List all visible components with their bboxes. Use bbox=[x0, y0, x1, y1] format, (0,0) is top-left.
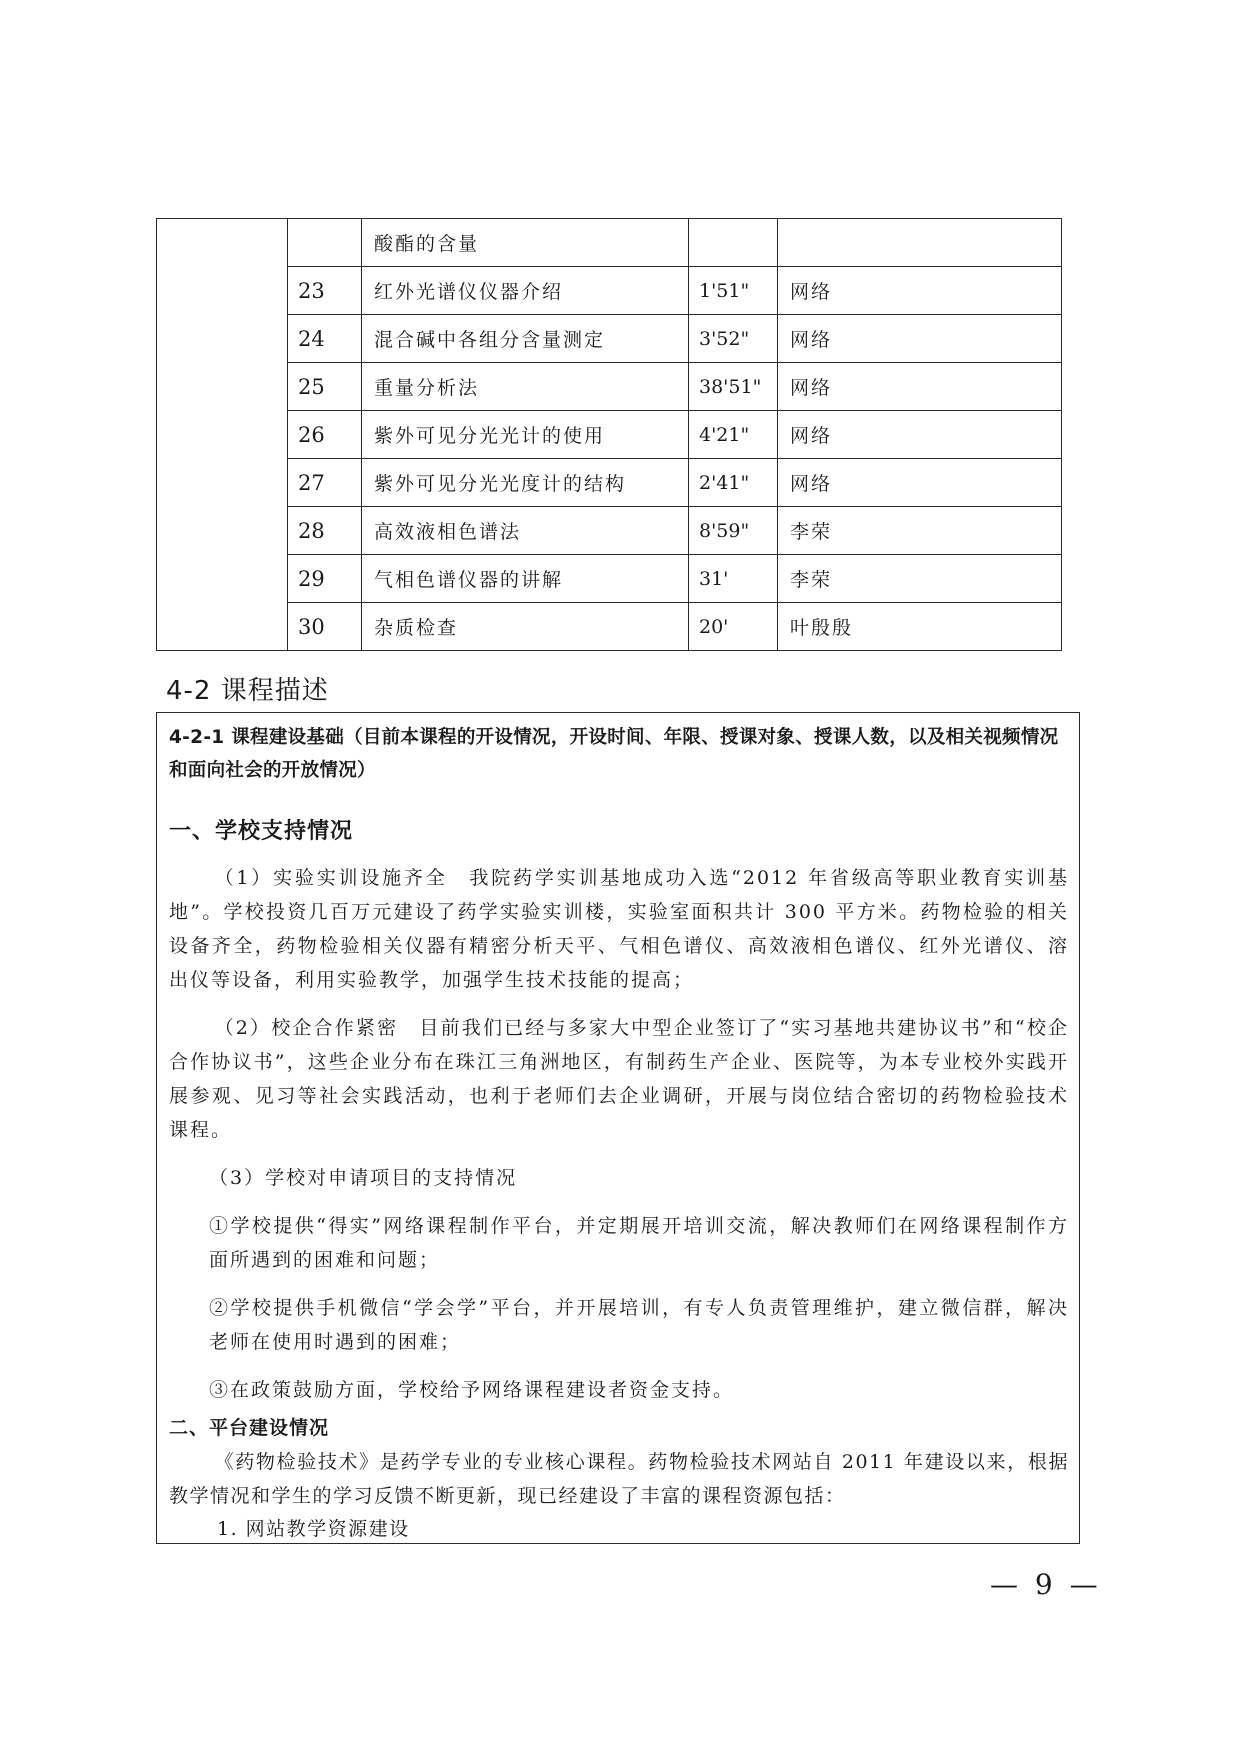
video-source: 网络 bbox=[778, 411, 1062, 459]
video-source: 李荣 bbox=[778, 507, 1062, 555]
table-row bbox=[157, 507, 1062, 555]
video-title: 杂质检查 bbox=[362, 603, 689, 651]
category-cell bbox=[157, 219, 288, 651]
video-source bbox=[778, 219, 1062, 267]
video-source: 网络 bbox=[778, 315, 1062, 363]
row-number: 23 bbox=[288, 267, 362, 315]
table-row bbox=[157, 459, 1062, 507]
table-row bbox=[157, 555, 1062, 603]
row-number: 27 bbox=[288, 459, 362, 507]
video-duration: 3'52" bbox=[689, 315, 778, 363]
course-description-box bbox=[156, 712, 1080, 1544]
video-resource-table bbox=[156, 218, 1062, 651]
platform-list-item: 1. 网站教学资源建设 bbox=[217, 1518, 410, 1540]
row-number bbox=[288, 219, 362, 267]
table-row bbox=[157, 603, 1062, 651]
table-row bbox=[157, 315, 1062, 363]
row-number: 25 bbox=[288, 363, 362, 411]
video-title: 混合碱中各组分含量测定 bbox=[362, 315, 689, 363]
support-item: ①学校提供“得实”网络课程制作平台，并定期展开培训交流，解决教师们在网络课程制作方面所遇到的困难和问题； bbox=[209, 1215, 1069, 1271]
video-title: 紫外可见分光光度计的结构 bbox=[362, 459, 689, 507]
video-duration bbox=[689, 219, 778, 267]
video-title: 紫外可见分光光计的使用 bbox=[362, 411, 689, 459]
video-source: 网络 bbox=[778, 267, 1062, 315]
video-source: 网络 bbox=[778, 363, 1062, 411]
video-source: 李荣 bbox=[778, 555, 1062, 603]
table-row bbox=[157, 219, 1062, 267]
video-duration: 4'21" bbox=[689, 411, 778, 459]
row-number: 26 bbox=[288, 411, 362, 459]
row-number: 30 bbox=[288, 603, 362, 651]
school-support-heading: 一、学校支持情况 bbox=[169, 819, 354, 844]
video-source: 叶殷殷 bbox=[778, 603, 1062, 651]
table-body bbox=[157, 219, 1062, 651]
video-title: 高效液相色谱法 bbox=[362, 507, 689, 555]
paragraph-cooperation: （2）校企合作紧密 目前我们已经与多家大中型企业签订了“实习基地共建协议书”和“校企合作协议书”，这些企业分布在珠江三角洲地区，有制药生产企业、医院等，为本专业校外实践开展参观、见习等社会实践活动，也利于老师们去企业调研，开展与岗位结合密切的药物检验技术课程。 bbox=[169, 1017, 1069, 1141]
video-duration: 38'51" bbox=[689, 363, 778, 411]
support-item: ②学校提供手机微信“学会学”平台，并开展培训，有专人负责管理维护，建立微信群，解决老师在使用时遇到的困难； bbox=[209, 1297, 1069, 1353]
row-number: 29 bbox=[288, 555, 362, 603]
video-duration: 8'59" bbox=[689, 507, 778, 555]
video-title: 气相色谱仪器的讲解 bbox=[362, 555, 689, 603]
table-row bbox=[157, 363, 1062, 411]
platform-heading: 二、平台建设情况 bbox=[169, 1417, 330, 1439]
table-row bbox=[157, 411, 1062, 459]
support-item: ③在政策鼓励方面，学校给予网络课程建设者资金支持。 bbox=[209, 1379, 735, 1401]
video-title: 红外光谱仪仪器介绍 bbox=[362, 267, 689, 315]
table-row bbox=[157, 267, 1062, 315]
section-heading: 4-2 课程描述 bbox=[166, 676, 329, 706]
video-duration: 2'41" bbox=[689, 459, 778, 507]
row-number: 28 bbox=[288, 507, 362, 555]
row-number: 24 bbox=[288, 315, 362, 363]
video-duration: 1'51" bbox=[689, 267, 778, 315]
video-source: 网络 bbox=[778, 459, 1062, 507]
box-title: 4-2-1 课程建设基础（目前本课程的开设情况，开设时间、年限、授课对象、授课人数，以及相关视频情况和面向社会的开放情况） bbox=[169, 727, 1059, 781]
video-duration: 31' bbox=[689, 555, 778, 603]
paragraph-project-support: （3）学校对申请项目的支持情况 bbox=[209, 1167, 518, 1189]
page-number: — 9 — bbox=[990, 1568, 1102, 1601]
paragraph-facilities: （1）实验实训设施齐全 我院药学实训基地成功入选“2012 年省级高等职业教育实训基地”。学校投资几百万元建设了药学实验实训楼，实验室面积共计 300 平方米。药物检验的相关设备齐全，药物检验相关仪器有精密分析天平、气相色谱仪、高效液相色谱仪、红外光谱仪、溶出仪等设备，利用实验教学，加强学生技术技能的提高； bbox=[169, 867, 1069, 991]
video-title: 酸酯的含量 bbox=[362, 219, 689, 267]
video-duration: 20' bbox=[689, 603, 778, 651]
video-title: 重量分析法 bbox=[362, 363, 689, 411]
paragraph-platform: 《药物检验技术》是药学专业的专业核心课程。药物检验技术网站自 2011 年建设以来，根据教学情况和学生的学习反馈不断更新，现已经建设了丰富的课程资源包括： bbox=[169, 1451, 1069, 1507]
